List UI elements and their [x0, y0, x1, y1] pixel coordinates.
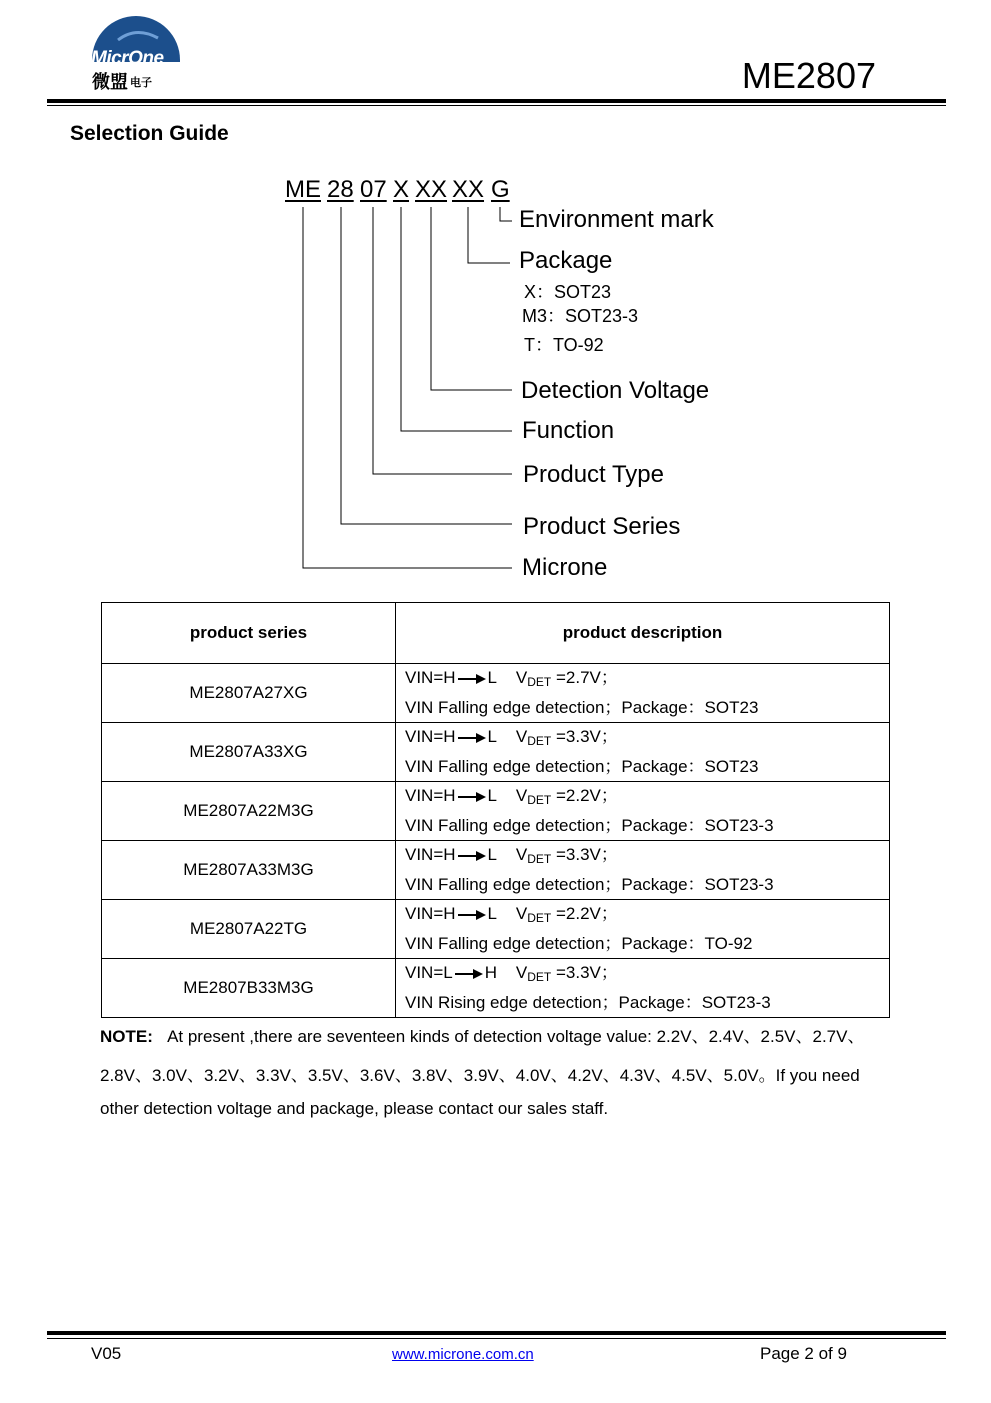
vin-direction: H [484, 963, 498, 982]
product-series-cell: ME2807A33M3G [102, 841, 396, 900]
product-description-cell [396, 782, 890, 841]
code-segment-series: 28 [327, 176, 354, 203]
vin-condition: VIN=L [405, 963, 453, 982]
label-detection-voltage: Detection Voltage [521, 377, 710, 404]
description-line-1 [405, 724, 889, 754]
vdet-symbol: V [515, 904, 528, 923]
arrow-right-icon [455, 969, 483, 979]
vdet-value: =2.2V； [551, 786, 618, 805]
label-environment-mark: Environment mark [519, 206, 714, 233]
logo-english: MicrOne [91, 48, 164, 69]
code-segment-environment: G [491, 176, 510, 203]
package-option-sot23-3: M3：SOT23-3 [522, 306, 639, 326]
vin-condition: VIN=H [405, 904, 456, 923]
description-line-2: VIN Falling edge detection；Package：SOT23 [405, 698, 759, 717]
logo-chinese: 微盟 [92, 72, 128, 92]
arrow-right-icon [458, 733, 486, 743]
vdet-value: =3.3V； [551, 727, 618, 746]
vdet-subscript: DET [527, 852, 552, 866]
description-line-1 [405, 783, 889, 813]
vin-condition: VIN=H [405, 786, 456, 805]
table-row [102, 959, 890, 1018]
note-line-1 [100, 1022, 900, 1047]
vdet-value: =2.2V； [551, 904, 618, 923]
note-line-2: 2.8V、3.0V、3.2V、3.3V、3.5V、3.6V、3.8V、3.9V、4.0V、4.2V、4.3V、4.5V、5.0V。If you need [100, 1066, 860, 1085]
description-line-2: VIN Falling edge detection；Package：SOT23 [405, 757, 759, 776]
footer-page-number: Page 2 of 9 [760, 1344, 847, 1363]
product-series-cell: ME2807B33M3G [102, 959, 396, 1018]
table-header-row [102, 603, 890, 664]
label-microne: Microne [522, 554, 608, 581]
vin-condition: VIN=H [405, 668, 456, 687]
vdet-symbol: V [515, 963, 528, 982]
product-description-cell [396, 841, 890, 900]
product-series-cell: ME2807A22M3G [102, 782, 396, 841]
product-series-cell: ME2807A27XG [102, 664, 396, 723]
arrow-right-icon [458, 674, 486, 684]
footer-rule-thin [47, 1338, 946, 1339]
product-description-cell [396, 900, 890, 959]
code-segment-package: XX [452, 176, 485, 203]
footer-rule-thick [47, 1331, 946, 1335]
product-series-cell: ME2807A33XG [102, 723, 396, 782]
description-line-1 [405, 842, 889, 872]
vin-direction: L [487, 727, 498, 746]
vdet-symbol: V [515, 668, 528, 687]
footer-version: V05 [91, 1344, 122, 1363]
package-option-sot23: X：SOT23 [524, 282, 612, 302]
description-line-2: VIN Falling edge detection；Package：SOT23-3 [405, 816, 774, 835]
product-series-cell: ME2807A22TG [102, 900, 396, 959]
vdet-symbol: V [515, 786, 528, 805]
vdet-subscript: DET [527, 734, 552, 748]
note-text-1: At present ,there are seventeen kinds of detection voltage value: 2.2V、2.4V、2.5V、2.7V、 [167, 1027, 865, 1046]
note-line-3: other detection voltage and package, please contact our sales staff. [100, 1099, 609, 1118]
label-product-type: Product Type [523, 461, 664, 488]
table-row [102, 723, 890, 782]
arrow-right-icon [458, 792, 486, 802]
code-segment-type: 07 [360, 176, 387, 203]
label-package: Package [519, 247, 613, 274]
vdet-subscript: DET [527, 970, 552, 984]
label-product-series: Product Series [523, 513, 681, 540]
table-row [102, 782, 890, 841]
vin-direction: L [487, 786, 498, 805]
code-segment-function: X [393, 176, 410, 203]
table-row [102, 664, 890, 723]
vdet-subscript: DET [527, 675, 552, 689]
vin-direction: L [487, 845, 498, 864]
vdet-symbol: V [515, 727, 528, 746]
arrow-right-icon [458, 851, 486, 861]
logo-chinese-small: 电子 [130, 77, 152, 89]
product-description-cell [396, 664, 890, 723]
description-line-1 [405, 960, 889, 990]
vin-direction: L [487, 668, 498, 687]
product-description-cell [396, 959, 890, 1018]
description-line-2: VIN Falling edge detection；Package：SOT23-3 [405, 875, 774, 894]
vdet-symbol: V [515, 845, 528, 864]
header-product-series: product series [102, 603, 396, 664]
product-table [101, 602, 890, 1018]
diagram-leader-lines [0, 0, 991, 600]
vdet-subscript: DET [527, 793, 552, 807]
arrow-right-icon [458, 910, 486, 920]
section-title: Selection Guide [70, 122, 229, 145]
code-segment-me: ME [285, 176, 321, 203]
package-option-to92: T：TO-92 [524, 335, 604, 355]
product-description-cell [396, 723, 890, 782]
note-label: NOTE: [100, 1027, 153, 1046]
table-row [102, 900, 890, 959]
vin-direction: L [487, 904, 498, 923]
vdet-subscript: DET [527, 911, 552, 925]
footer-website-link[interactable]: www.microne.com.cn [392, 1346, 534, 1363]
part-code-diagram [0, 0, 991, 600]
description-line-1 [405, 665, 889, 695]
vin-condition: VIN=H [405, 845, 456, 864]
vdet-value: =3.3V； [551, 845, 618, 864]
header-product-description: product description [396, 603, 890, 664]
description-line-2: VIN Rising edge detection；Package：SOT23-3 [405, 993, 771, 1012]
description-line-2: VIN Falling edge detection；Package：TO-92 [405, 934, 753, 953]
vdet-value: =2.7V； [551, 668, 618, 687]
description-line-1 [405, 901, 889, 931]
vin-condition: VIN=H [405, 727, 456, 746]
vdet-value: =3.3V； [551, 963, 618, 982]
code-segment-voltage: XX [415, 176, 448, 203]
table-row [102, 841, 890, 900]
part-number-title: ME2807 [741, 55, 876, 96]
label-function: Function [522, 417, 615, 444]
